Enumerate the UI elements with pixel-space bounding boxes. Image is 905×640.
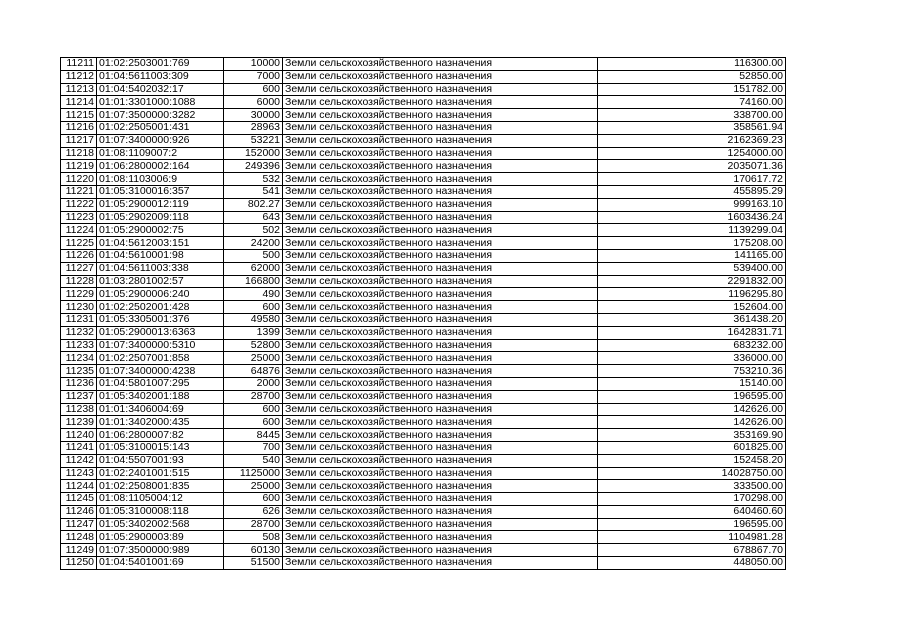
table-row — [61, 531, 786, 544]
cadastral-value-cell: 151782.00 — [598, 83, 786, 96]
table-row — [61, 224, 786, 237]
cadastral-value-cell: 353169.90 — [598, 429, 786, 442]
table-row — [61, 109, 786, 122]
table-row — [61, 160, 786, 173]
row-number-cell: 11211 — [61, 58, 97, 71]
cadastral-number-cell: 01:06:2800002:164 — [97, 160, 224, 173]
land-category-cell: Земли сельскохозяйственного назначения — [283, 109, 598, 122]
land-category-cell: Земли сельскохозяйственного назначения — [283, 262, 598, 275]
table-row — [61, 58, 786, 71]
table-row — [61, 467, 786, 480]
cadastral-value-cell: 52850.00 — [598, 70, 786, 83]
land-category-cell: Земли сельскохозяйственного назначения — [283, 249, 598, 262]
cadastral-value-cell: 74160.00 — [598, 96, 786, 109]
table-row — [61, 326, 786, 339]
cadastral-value-cell: 170617.72 — [598, 173, 786, 186]
area-cell: 700 — [224, 441, 283, 454]
row-number-cell: 11246 — [61, 505, 97, 518]
land-category-cell: Земли сельскохозяйственного назначения — [283, 134, 598, 147]
land-category-cell: Земли сельскохозяйственного назначения — [283, 365, 598, 378]
cadastral-value-cell: 455895.29 — [598, 185, 786, 198]
cadastral-value-cell: 1104981.28 — [598, 531, 786, 544]
table-row — [61, 454, 786, 467]
cadastral-number-cell: 01:05:3100008:118 — [97, 505, 224, 518]
land-category-cell: Земли сельскохозяйственного назначения — [283, 557, 598, 570]
cadastral-number-cell: 01:08:1109007:2 — [97, 147, 224, 160]
land-category-cell: Земли сельскохозяйственного назначения — [283, 275, 598, 288]
land-category-cell: Земли сельскохозяйственного назначения — [283, 429, 598, 442]
area-cell: 643 — [224, 211, 283, 224]
row-number-cell: 11224 — [61, 224, 97, 237]
cadastral-value-cell: 678867.70 — [598, 544, 786, 557]
cadastral-number-cell: 01:04:5401001:69 — [97, 557, 224, 570]
row-number-cell: 11240 — [61, 429, 97, 442]
cadastral-value-cell: 999163.10 — [598, 198, 786, 211]
area-cell: 532 — [224, 173, 283, 186]
cadastral-value-cell: 1196295.80 — [598, 288, 786, 301]
row-number-cell: 11221 — [61, 185, 97, 198]
table-row — [61, 441, 786, 454]
cadastral-number-cell: 01:05:2900012:119 — [97, 198, 224, 211]
row-number-cell: 11222 — [61, 198, 97, 211]
table-row — [61, 313, 786, 326]
row-number-cell: 11226 — [61, 249, 97, 262]
land-category-cell: Земли сельскохозяйственного назначения — [283, 441, 598, 454]
cadastral-number-cell: 01:04:5610001:98 — [97, 249, 224, 262]
land-category-cell: Земли сельскохозяйственного назначения — [283, 339, 598, 352]
cadastral-number-cell: 01:04:5612003:151 — [97, 237, 224, 250]
land-category-cell: Земли сельскохозяйственного назначения — [283, 416, 598, 429]
cadastral-value-cell: 15140.00 — [598, 377, 786, 390]
row-number-cell: 11212 — [61, 70, 97, 83]
land-category-cell: Земли сельскохозяйственного назначения — [283, 121, 598, 134]
table-row — [61, 480, 786, 493]
area-cell: 30000 — [224, 109, 283, 122]
cadastral-number-cell: 01:02:2401001:515 — [97, 467, 224, 480]
row-number-cell: 11213 — [61, 83, 97, 96]
land-category-cell: Земли сельскохозяйственного назначения — [283, 83, 598, 96]
cadastral-number-cell: 01:05:2900013:6363 — [97, 326, 224, 339]
cadastral-value-cell: 358561.94 — [598, 121, 786, 134]
table-row — [61, 518, 786, 531]
cadastral-number-cell: 01:05:3100016:357 — [97, 185, 224, 198]
area-cell: 500 — [224, 249, 283, 262]
land-category-cell: Земли сельскохозяйственного назначения — [283, 326, 598, 339]
cadastral-number-cell: 01:08:1105004:12 — [97, 493, 224, 506]
cadastral-number-cell: 01:06:2800007:82 — [97, 429, 224, 442]
row-number-cell: 11249 — [61, 544, 97, 557]
cadastral-number-cell: 01:05:3402002:568 — [97, 518, 224, 531]
cadastral-value-cell: 170298.00 — [598, 493, 786, 506]
row-number-cell: 11243 — [61, 467, 97, 480]
cadastral-number-cell: 01:02:2503001:769 — [97, 58, 224, 71]
cadastral-value-cell: 601825.00 — [598, 441, 786, 454]
area-cell: 62000 — [224, 262, 283, 275]
land-category-cell: Земли сельскохозяйственного назначения — [283, 96, 598, 109]
area-cell: 28700 — [224, 518, 283, 531]
area-cell: 626 — [224, 505, 283, 518]
table-row — [61, 121, 786, 134]
cadastral-number-cell: 01:04:5801007:295 — [97, 377, 224, 390]
cadastral-value-cell: 2162369.23 — [598, 134, 786, 147]
land-category-cell: Земли сельскохозяйственного назначения — [283, 352, 598, 365]
cadastral-number-cell: 01:08:1103006:9 — [97, 173, 224, 186]
cadastral-number-cell: 01:04:5507001:93 — [97, 454, 224, 467]
area-cell: 49580 — [224, 313, 283, 326]
cadastral-number-cell: 01:03:2801002:57 — [97, 275, 224, 288]
row-number-cell: 11215 — [61, 109, 97, 122]
cadastral-value-cell: 1254000.00 — [598, 147, 786, 160]
land-category-cell: Земли сельскохозяйственного назначения — [283, 390, 598, 403]
area-cell: 490 — [224, 288, 283, 301]
row-number-cell: 11219 — [61, 160, 97, 173]
land-category-cell: Земли сельскохозяйственного назначения — [283, 198, 598, 211]
area-cell: 802.27 — [224, 198, 283, 211]
cadastral-number-cell: 01:02:2502001:428 — [97, 301, 224, 314]
table-row — [61, 134, 786, 147]
land-category-cell: Земли сельскохозяйственного назначения — [283, 211, 598, 224]
cadastral-value-cell: 640460.60 — [598, 505, 786, 518]
area-cell: 52800 — [224, 339, 283, 352]
land-category-cell: Земли сельскохозяйственного назначения — [283, 403, 598, 416]
row-number-cell: 11245 — [61, 493, 97, 506]
row-number-cell: 11227 — [61, 262, 97, 275]
table-row — [61, 96, 786, 109]
table-row — [61, 198, 786, 211]
table-row — [61, 249, 786, 262]
land-category-cell: Земли сельскохозяйственного назначения — [283, 454, 598, 467]
cadastral-value-cell: 338700.00 — [598, 109, 786, 122]
row-number-cell: 11248 — [61, 531, 97, 544]
table-row — [61, 339, 786, 352]
cadastral-value-cell: 116300.00 — [598, 58, 786, 71]
area-cell: 25000 — [224, 352, 283, 365]
cadastral-number-cell: 01:05:3402001:188 — [97, 390, 224, 403]
area-cell: 7000 — [224, 70, 283, 83]
row-number-cell: 11225 — [61, 237, 97, 250]
row-number-cell: 11235 — [61, 365, 97, 378]
land-category-cell: Земли сельскохозяйственного назначения — [283, 377, 598, 390]
cadastral-number-cell: 01:05:2900003:89 — [97, 531, 224, 544]
table-row — [61, 301, 786, 314]
cadastral-number-cell: 01:05:2902009:118 — [97, 211, 224, 224]
row-number-cell: 11244 — [61, 480, 97, 493]
land-category-cell: Земли сельскохозяйственного назначения — [283, 480, 598, 493]
cadastral-number-cell: 01:02:2508001:835 — [97, 480, 224, 493]
land-category-cell: Земли сельскохозяйственного назначения — [283, 173, 598, 186]
area-cell: 6000 — [224, 96, 283, 109]
area-cell: 1399 — [224, 326, 283, 339]
table-row — [61, 147, 786, 160]
area-cell: 1125000 — [224, 467, 283, 480]
land-category-cell: Земли сельскохозяйственного назначения — [283, 301, 598, 314]
land-category-cell: Земли сельскохозяйственного назначения — [283, 544, 598, 557]
cadastral-number-cell: 01:07:3500000:3282 — [97, 109, 224, 122]
land-category-cell: Земли сельскохозяйственного назначения — [283, 147, 598, 160]
cadastral-value-cell: 683232.00 — [598, 339, 786, 352]
row-number-cell: 11237 — [61, 390, 97, 403]
land-category-cell: Земли сельскохозяйственного назначения — [283, 531, 598, 544]
row-number-cell: 11231 — [61, 313, 97, 326]
area-cell: 600 — [224, 416, 283, 429]
table-row — [61, 185, 786, 198]
cadastral-value-cell: 196595.00 — [598, 518, 786, 531]
area-cell: 540 — [224, 454, 283, 467]
row-number-cell: 11223 — [61, 211, 97, 224]
area-cell: 64876 — [224, 365, 283, 378]
land-category-cell: Земли сельскохозяйственного назначения — [283, 505, 598, 518]
land-category-cell: Земли сельскохозяйственного назначения — [283, 58, 598, 71]
table-row — [61, 416, 786, 429]
row-number-cell: 11217 — [61, 134, 97, 147]
table-row — [61, 557, 786, 570]
cadastral-value-cell: 142626.00 — [598, 403, 786, 416]
table-row — [61, 403, 786, 416]
table-row — [61, 83, 786, 96]
area-cell: 600 — [224, 403, 283, 416]
area-cell: 51500 — [224, 557, 283, 570]
cadastral-number-cell: 01:07:3400000:926 — [97, 134, 224, 147]
area-cell: 60130 — [224, 544, 283, 557]
table-row — [61, 493, 786, 506]
row-number-cell: 11228 — [61, 275, 97, 288]
row-number-cell: 11232 — [61, 326, 97, 339]
area-cell: 8445 — [224, 429, 283, 442]
area-cell: 502 — [224, 224, 283, 237]
row-number-cell: 11238 — [61, 403, 97, 416]
table-row — [61, 275, 786, 288]
cadastral-value-cell: 753210.36 — [598, 365, 786, 378]
cadastral-value-cell: 175208.00 — [598, 237, 786, 250]
cadastral-value-cell: 1603436.24 — [598, 211, 786, 224]
land-category-cell: Земли сельскохозяйственного назначения — [283, 160, 598, 173]
area-cell: 600 — [224, 83, 283, 96]
table-row — [61, 390, 786, 403]
area-cell: 53221 — [224, 134, 283, 147]
row-number-cell: 11234 — [61, 352, 97, 365]
table-row — [61, 173, 786, 186]
cadastral-value-cell: 196595.00 — [598, 390, 786, 403]
cadastral-number-cell: 01:05:3100015:143 — [97, 441, 224, 454]
row-number-cell: 11233 — [61, 339, 97, 352]
cadastral-number-cell: 01:05:2900006:240 — [97, 288, 224, 301]
cadastral-value-cell: 336000.00 — [598, 352, 786, 365]
row-number-cell: 11218 — [61, 147, 97, 160]
table-row — [61, 365, 786, 378]
cadastral-value-cell: 361438.20 — [598, 313, 786, 326]
land-plots-table — [60, 57, 786, 570]
area-cell: 25000 — [224, 480, 283, 493]
area-cell: 166800 — [224, 275, 283, 288]
land-category-cell: Земли сельскохозяйственного назначения — [283, 518, 598, 531]
cadastral-number-cell: 01:02:2507001:858 — [97, 352, 224, 365]
table-row — [61, 237, 786, 250]
land-category-cell: Земли сельскохозяйственного назначения — [283, 224, 598, 237]
cadastral-number-cell: 01:01:3406004:69 — [97, 403, 224, 416]
area-cell: 508 — [224, 531, 283, 544]
area-cell: 24200 — [224, 237, 283, 250]
cadastral-number-cell: 01:07:3400000:4238 — [97, 365, 224, 378]
cadastral-number-cell: 01:05:2900002:75 — [97, 224, 224, 237]
area-cell: 152000 — [224, 147, 283, 160]
cadastral-number-cell: 01:04:5611003:309 — [97, 70, 224, 83]
table-row — [61, 544, 786, 557]
land-category-cell: Земли сельскохозяйственного назначения — [283, 70, 598, 83]
cadastral-number-cell: 01:01:3301000:1088 — [97, 96, 224, 109]
row-number-cell: 11241 — [61, 441, 97, 454]
table-row — [61, 429, 786, 442]
row-number-cell: 11216 — [61, 121, 97, 134]
area-cell: 541 — [224, 185, 283, 198]
row-number-cell: 11220 — [61, 173, 97, 186]
table-body — [61, 58, 786, 570]
table-row — [61, 288, 786, 301]
area-cell: 600 — [224, 493, 283, 506]
table-row — [61, 70, 786, 83]
area-cell: 28700 — [224, 390, 283, 403]
row-number-cell: 11236 — [61, 377, 97, 390]
land-category-cell: Земли сельскохозяйственного назначения — [283, 185, 598, 198]
cadastral-number-cell: 01:07:3500000:989 — [97, 544, 224, 557]
cadastral-number-cell: 01:04:5402032:17 — [97, 83, 224, 96]
cadastral-value-cell: 14028750.00 — [598, 467, 786, 480]
row-number-cell: 11239 — [61, 416, 97, 429]
area-cell: 2000 — [224, 377, 283, 390]
table-row — [61, 505, 786, 518]
table-row — [61, 352, 786, 365]
land-category-cell: Земли сельскохозяйственного назначения — [283, 493, 598, 506]
cadastral-value-cell: 1642831.71 — [598, 326, 786, 339]
area-cell: 600 — [224, 301, 283, 314]
land-category-cell: Земли сельскохозяйственного назначения — [283, 288, 598, 301]
cadastral-value-cell: 152604.00 — [598, 301, 786, 314]
land-category-cell: Земли сельскохозяйственного назначения — [283, 467, 598, 480]
land-category-cell: Земли сельскохозяйственного назначения — [283, 313, 598, 326]
cadastral-value-cell: 448050.00 — [598, 557, 786, 570]
cadastral-value-cell: 1139299.04 — [598, 224, 786, 237]
row-number-cell: 11250 — [61, 557, 97, 570]
cadastral-value-cell: 2291832.00 — [598, 275, 786, 288]
area-cell: 28963 — [224, 121, 283, 134]
row-number-cell: 11247 — [61, 518, 97, 531]
land-category-cell: Земли сельскохозяйственного назначения — [283, 237, 598, 250]
row-number-cell: 11214 — [61, 96, 97, 109]
table-row — [61, 262, 786, 275]
table-row — [61, 377, 786, 390]
cadastral-value-cell: 141165.00 — [598, 249, 786, 262]
row-number-cell: 11230 — [61, 301, 97, 314]
cadastral-number-cell: 01:07:3400000:5310 — [97, 339, 224, 352]
row-number-cell: 11242 — [61, 454, 97, 467]
cadastral-number-cell: 01:02:2505001:431 — [97, 121, 224, 134]
table-row — [61, 211, 786, 224]
cadastral-number-cell: 01:04:5611003:338 — [97, 262, 224, 275]
area-cell: 10000 — [224, 58, 283, 71]
cadastral-number-cell: 01:05:3305001:376 — [97, 313, 224, 326]
cadastral-value-cell: 142626.00 — [598, 416, 786, 429]
cadastral-value-cell: 539400.00 — [598, 262, 786, 275]
cadastral-number-cell: 01:01:3402000:435 — [97, 416, 224, 429]
row-number-cell: 11229 — [61, 288, 97, 301]
cadastral-value-cell: 152458.20 — [598, 454, 786, 467]
cadastral-value-cell: 2035071.36 — [598, 160, 786, 173]
area-cell: 249396 — [224, 160, 283, 173]
cadastral-value-cell: 333500.00 — [598, 480, 786, 493]
